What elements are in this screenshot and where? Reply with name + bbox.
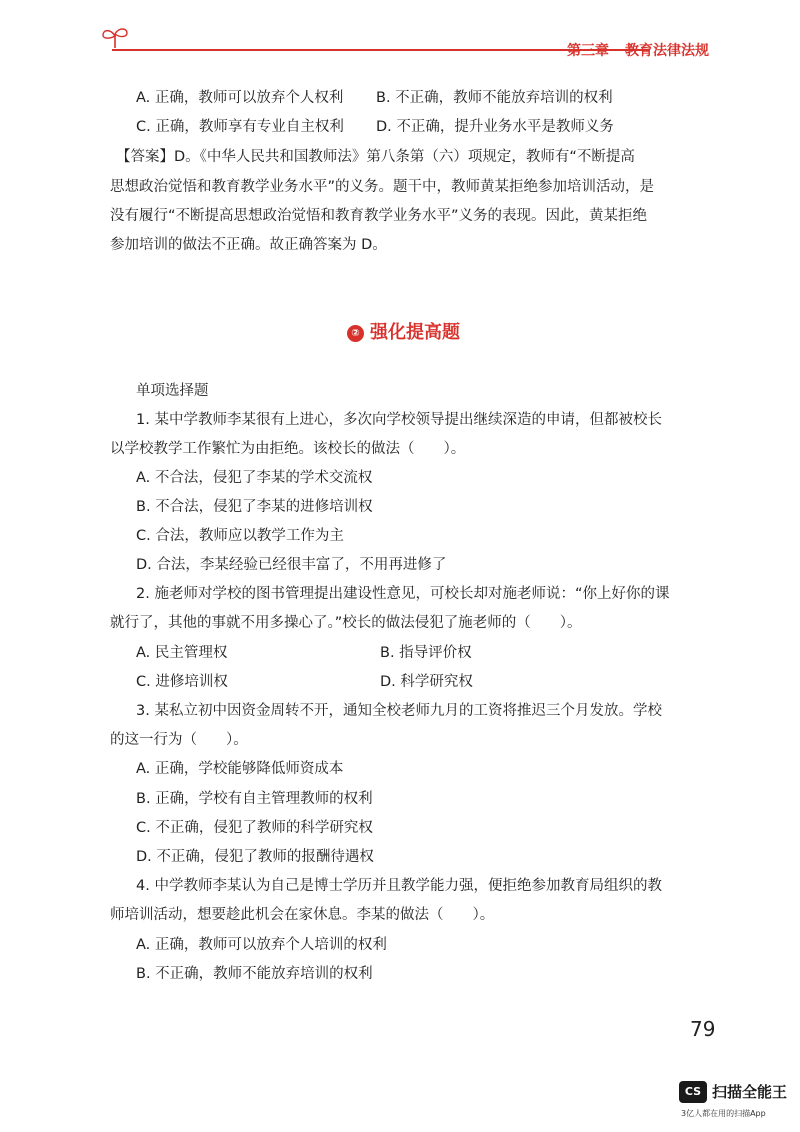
- question-2-option-d: D. 科学研究权: [380, 674, 473, 690]
- camscanner-logo-icon: CS: [679, 1081, 707, 1103]
- question-4-line: 师培训活动，想要趁此机会在家休息。李某的做法（ ）。: [110, 907, 495, 923]
- answer-line: 【答案】D。《中华人民共和国教师法》第八条第（六）项规定，教师有“不断提高: [116, 149, 635, 165]
- question-3-option: A. 正确，学校能够降低师资成本: [136, 761, 344, 777]
- question-3-line: 的这一行为（ ）。: [110, 732, 248, 748]
- question-2-option-b: B. 指导评价权: [380, 645, 472, 661]
- question-1-line: 以学校教学工作繁忙为由拒绝。该校长的做法（ ）。: [110, 441, 466, 457]
- answer-line: 没有履行“不断提高思想政治觉悟和教育教学业务水平”义务的表现。因此，黄某拒绝: [110, 208, 648, 224]
- question-1-line: 1. 某中学教师李某很有上进心，多次向学校领导提出继续深造的申请，但都被校长: [136, 412, 662, 428]
- question-3-option: D. 不正确，侵犯了教师的报酬待遇权: [136, 849, 374, 865]
- section-number-badge: ②: [347, 325, 364, 342]
- watermark-name: 扫描全能王: [712, 1083, 788, 1101]
- option-b: B. 不正确，教师不能放弃培训的权利: [376, 90, 613, 106]
- question-1-option: D. 合法，李某经验已经很丰富了，不用再进修了: [136, 557, 447, 573]
- chapter-label: 第三章: [567, 43, 609, 59]
- option-d: D. 不正确，提升业务水平是教师义务: [376, 119, 614, 135]
- option-c: C. 正确，教师享有专业自主权利: [136, 119, 344, 135]
- question-4-line: 4. 中学教师李某认为自己是博士学历并且教学能力强，便拒绝参加教育局组织的教: [136, 878, 662, 894]
- question-1-option: A. 不合法，侵犯了李某的学术交流权: [136, 470, 373, 486]
- chapter-title: 教育法律法规: [625, 43, 709, 59]
- section-heading: [347, 318, 460, 344]
- answer-line: 思想政治觉悟和教育教学业务水平”的义务。题干中，教师黄某拒绝参加培训活动，是: [110, 179, 655, 195]
- question-1-option: B. 不合法，侵犯了李某的进修培训权: [136, 499, 373, 515]
- question-4-option: B. 不正确，教师不能放弃培训的权利: [136, 966, 373, 982]
- question-3-option: B. 正确，学校有自主管理教师的权利: [136, 791, 373, 807]
- question-3-option: C. 不正确，侵犯了教师的科学研究权: [136, 820, 373, 836]
- question-type-heading: 单项选择题: [136, 383, 209, 399]
- section-title: 强化提高题: [370, 322, 460, 343]
- watermark-tagline: 3亿人都在用的扫描App: [681, 1109, 766, 1118]
- question-3-line: 3. 某私立初中因资金周转不开，通知全校老师九月的工资将推迟三个月发放。学校: [136, 703, 662, 719]
- question-2-line: 2. 施老师对学校的图书管理提出建设性意见，可校长却对施老师说：“你上好你的课: [136, 586, 670, 602]
- question-4-option: A. 正确，教师可以放弃个人培训的权利: [136, 937, 387, 953]
- answer-line: 参加培训的做法不正确。故正确答案为 D。: [110, 237, 387, 253]
- question-2-line: 就行了，其他的事就不用多操心了。”校长的做法侵犯了施老师的（ ）。: [110, 615, 582, 631]
- sprout-icon: [100, 24, 130, 50]
- running-header: [567, 40, 709, 60]
- page-number: 79: [690, 1017, 716, 1041]
- question-2-option-a: A. 民主管理权: [136, 645, 228, 661]
- question-1-option: C. 合法，教师应以教学工作为主: [136, 528, 344, 544]
- option-a: A. 正确，教师可以放弃个人权利: [136, 90, 344, 106]
- question-2-option-c: C. 进修培训权: [136, 674, 228, 690]
